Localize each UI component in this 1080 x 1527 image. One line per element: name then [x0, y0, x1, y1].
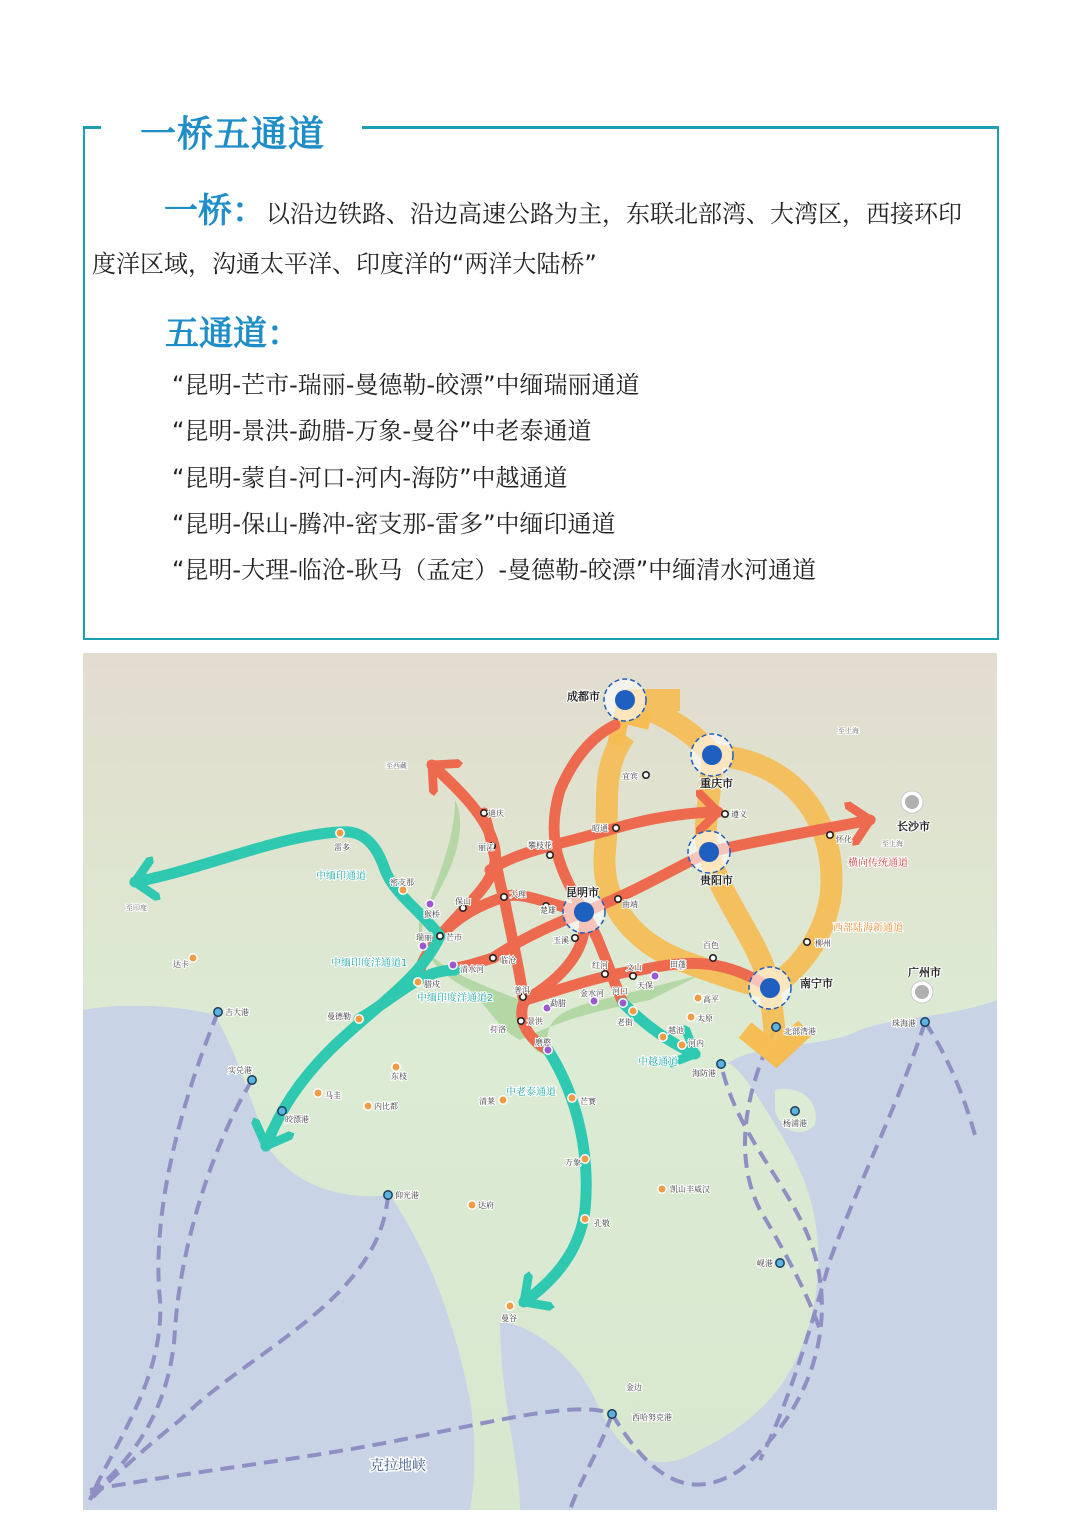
- place-label: 昭通: [592, 824, 608, 833]
- place-marker: [776, 1259, 784, 1267]
- place-label: 清莱: [479, 1097, 495, 1106]
- place-label: 雷多: [334, 843, 350, 852]
- place-marker: [437, 933, 443, 939]
- place-marker: [336, 829, 344, 837]
- route-label: 中缅印度洋通道2: [417, 993, 494, 1004]
- place-marker: [468, 1201, 476, 1209]
- route-label: 中缅印度洋通道1: [331, 958, 408, 969]
- route-label: 西部陆海新通道: [833, 923, 903, 934]
- place-label: 吉大港: [225, 1008, 249, 1017]
- place-marker: [568, 1094, 576, 1102]
- place-label: 腊戍: [424, 980, 440, 989]
- page-title: 一桥五通道: [140, 114, 326, 155]
- place-marker: [364, 1102, 372, 1110]
- place-marker: [414, 978, 422, 986]
- place-marker: [921, 1018, 929, 1026]
- place-marker: [590, 997, 598, 1005]
- city-label: 长沙市: [897, 820, 930, 833]
- city-marker: [915, 985, 929, 999]
- place-label: 北部湾港: [784, 1027, 816, 1036]
- place-label: 瑞丽: [416, 933, 432, 942]
- place-label: 珠海港: [892, 1019, 916, 1028]
- place-label: 万象: [565, 1158, 581, 1167]
- place-marker: [659, 1033, 667, 1041]
- place-label: 金边: [626, 1383, 642, 1392]
- place-label: 河口: [612, 987, 628, 996]
- place-label: 曼谷: [501, 1314, 517, 1323]
- place-label: 杨浦港: [783, 1119, 807, 1128]
- place-marker: [314, 1089, 322, 1097]
- place-marker: [547, 852, 553, 858]
- place-marker: [490, 955, 496, 961]
- place-marker: [248, 1076, 256, 1084]
- place-label: 密支那: [390, 878, 414, 887]
- direction-label: 至上海: [838, 727, 859, 735]
- place-label: 红河: [592, 961, 608, 970]
- place-marker: [678, 1041, 686, 1049]
- place-marker: [643, 772, 649, 778]
- place-label: 达卡: [173, 960, 189, 969]
- place-label: 玉溪: [553, 936, 569, 945]
- place-marker: [581, 1215, 589, 1223]
- place-label: 芒赛: [580, 1097, 596, 1106]
- place-marker: [481, 810, 487, 816]
- corridor-map: [83, 653, 997, 1510]
- place-marker: [426, 900, 434, 908]
- place-marker: [355, 1015, 363, 1023]
- place-label: 太原: [697, 1014, 713, 1023]
- place-label: 怀化: [836, 835, 852, 844]
- bridge-text: 以沿边铁路、沿边高速公路为主，东联北部湾、大湾区，西接环印度洋区域，沟通太平洋、印度洋的“两洋大陆桥”: [92, 200, 962, 278]
- place-label: 西哈努克港: [632, 1413, 672, 1422]
- channels-heading: 五通道：: [165, 314, 301, 354]
- hub-marker: [702, 745, 722, 765]
- place-label: 清水河: [460, 965, 484, 974]
- place-label: 高平: [703, 995, 719, 1004]
- place-marker: [722, 811, 728, 817]
- place-marker: [419, 942, 427, 950]
- route-label: 中老泰通道: [506, 1087, 556, 1098]
- route-label: 中缅印通道: [316, 871, 366, 882]
- place-label: 勐腊: [550, 999, 566, 1008]
- bridge-paragraph: [92, 186, 982, 289]
- channel-item: “昆明-大理-临沧-耿马（孟定）-曼德勒-皎漂”中缅清水河通道: [172, 556, 817, 585]
- place-label: 实兑港: [228, 1066, 252, 1075]
- channel-item: “昆明-蒙自-河口-河内-海防”中越通道: [172, 463, 568, 492]
- place-label: 普洱: [514, 986, 530, 995]
- place-label: 马圭: [325, 1091, 341, 1100]
- bridge-heading: 一桥：: [164, 191, 266, 231]
- hub-label: 贵阳市: [700, 874, 733, 887]
- place-marker: [544, 1046, 552, 1054]
- place-label: 仰光港: [395, 1191, 419, 1200]
- hub-marker: [615, 690, 635, 710]
- direction-label: 至印度: [126, 904, 147, 912]
- place-label: 遵义: [731, 810, 747, 819]
- place-marker: [615, 896, 621, 902]
- hub-marker: [699, 842, 719, 862]
- place-marker: [189, 954, 197, 962]
- place-marker: [518, 1018, 524, 1024]
- place-marker: [717, 1060, 725, 1068]
- place-marker: [710, 955, 716, 961]
- place-label: 宜宾: [622, 772, 638, 781]
- hub-marker: [574, 902, 594, 922]
- place-marker: [629, 1007, 637, 1015]
- hub-label: 南宁市: [800, 977, 833, 990]
- place-label: 岘港: [757, 1259, 773, 1268]
- place-label: 田蓬: [670, 960, 686, 969]
- place-label: 芒市: [446, 933, 462, 942]
- place-marker: [608, 1410, 616, 1418]
- channel-item: “昆明-保山-腾冲-密支那-雷多”中缅印通道: [172, 509, 616, 538]
- place-label: 河内: [688, 1039, 704, 1048]
- place-label: 打洛: [490, 1025, 506, 1034]
- place-marker: [791, 1107, 799, 1115]
- place-label: 攀枝花: [528, 841, 552, 850]
- place-marker: [501, 894, 507, 900]
- city-marker: [905, 795, 919, 809]
- place-marker: [278, 1107, 286, 1115]
- place-marker: [630, 973, 636, 979]
- place-marker: [619, 999, 627, 1007]
- place-label: 天保: [637, 981, 653, 990]
- route-label: 中越通道: [638, 1057, 678, 1068]
- place-marker: [687, 1013, 695, 1021]
- place-label: 金水河: [580, 989, 604, 998]
- place-label: 景洪: [527, 1017, 543, 1026]
- place-marker: [392, 1063, 400, 1071]
- channel-item: “昆明-芒市-瑞丽-曼德勒-皎漂”中缅瑞丽通道: [172, 371, 640, 399]
- place-label: 磨憨: [535, 1038, 551, 1047]
- place-label: 海防港: [692, 1069, 716, 1078]
- place-marker: [449, 961, 457, 969]
- place-marker: [399, 886, 407, 894]
- place-label: 迪庆: [488, 809, 504, 818]
- place-label: 临沧: [500, 956, 516, 965]
- place-label: 柳州: [815, 939, 831, 948]
- place-marker: [651, 972, 659, 980]
- place-marker: [694, 994, 702, 1002]
- place-label: 老街: [617, 1018, 633, 1027]
- place-marker: [214, 1008, 222, 1016]
- place-label: 曼德勒: [327, 1012, 351, 1021]
- place-label: 楚雄: [540, 906, 556, 915]
- place-marker: [602, 971, 608, 977]
- place-marker: [804, 939, 810, 945]
- place-label: 丽江: [478, 843, 494, 852]
- place-label: 曲靖: [622, 900, 638, 909]
- hub-marker: [760, 978, 780, 998]
- route-label: 横向传统通道: [848, 858, 908, 869]
- place-label: 越池: [668, 1026, 684, 1035]
- place-marker: [581, 1155, 589, 1163]
- place-label: 保山: [455, 897, 471, 906]
- place-label: 孔敬: [594, 1219, 610, 1228]
- direction-label: 至上海: [882, 840, 903, 848]
- place-label: 百色: [703, 941, 719, 950]
- direction-label: 至西藏: [386, 762, 407, 770]
- place-label: 达府: [478, 1201, 494, 1210]
- hub-label: 重庆市: [700, 777, 733, 790]
- place-label: 内比都: [374, 1102, 398, 1111]
- city-label: 广州市: [908, 966, 941, 979]
- hub-label: 昆明市: [566, 886, 599, 899]
- place-label: 皎漂港: [285, 1115, 309, 1124]
- place-marker: [506, 1302, 514, 1310]
- place-marker: [827, 832, 833, 838]
- place-marker: [384, 1191, 392, 1199]
- channel-item: “昆明-景洪-勐腊-万象-曼谷”中老泰通道: [172, 417, 592, 446]
- place-marker: [613, 825, 619, 831]
- place-marker: [658, 1185, 666, 1193]
- place-label: 文山: [626, 963, 642, 972]
- hub-label: 成都市: [567, 690, 600, 703]
- place-label: 猴桥: [424, 910, 440, 919]
- place-label: 凯山丰威汉: [670, 1185, 710, 1194]
- place-label: 大理: [510, 890, 526, 899]
- place-label: 东枝: [391, 1072, 407, 1081]
- place-marker: [772, 1023, 780, 1031]
- route-label: 克拉地峡: [370, 1458, 426, 1474]
- place-marker: [572, 935, 578, 941]
- channels-list: [172, 362, 816, 593]
